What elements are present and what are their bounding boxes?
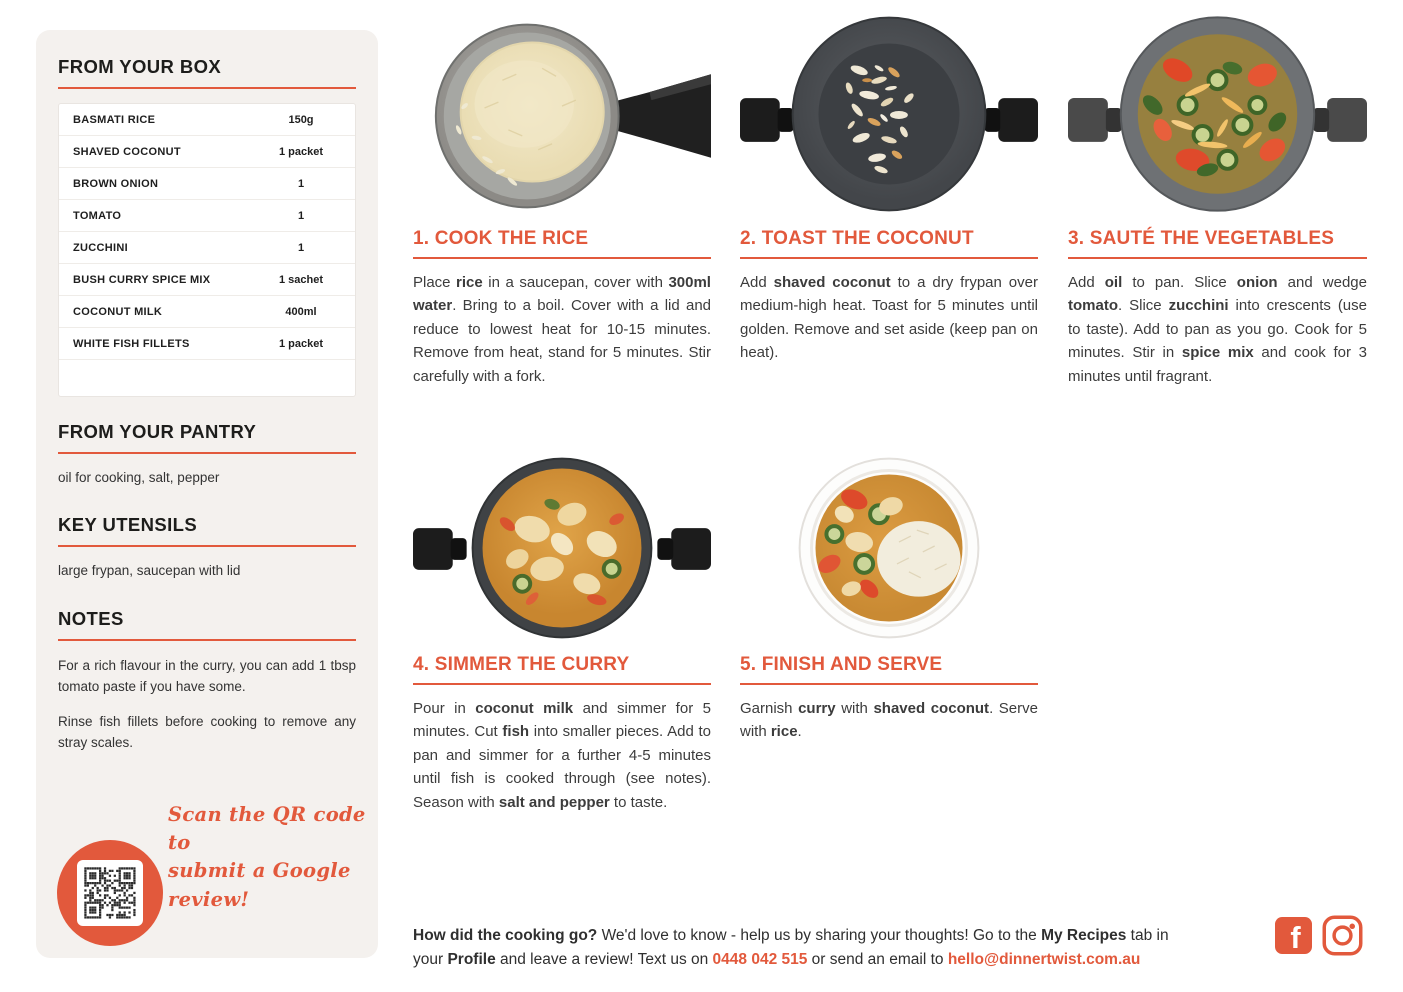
step-4-instructions: Pour in coconut milk and simmer for 5 minutes. Cut fish into smaller pieces. Add to pan and simmer for a further 4-5 minutes until fish is cooked through (see notes). Season with salt and pepper to taste.: [413, 700, 711, 811]
notes-paragraph-1: For a rich flavour in the curry, you can add 1 tbsp tomato paste if you have some.: [58, 657, 356, 694]
box-table: [58, 103, 356, 397]
pantry-text: oil for cooking, salt, pepper: [58, 470, 220, 485]
ingredient-amount: 150g: [288, 113, 314, 126]
sidebar-panel: [36, 30, 378, 958]
vegetables-pan-illustration: [1068, 10, 1367, 218]
step-4-title: 4. SIMMER THE CURRY: [413, 654, 630, 675]
step-4-photo-curry-in-pan: [413, 452, 711, 644]
table-row: [59, 168, 355, 200]
ingredient-amount: 1: [297, 177, 305, 190]
footer-feedback-text: How did the cooking go? We'd love to know - help us by sharing your thoughts! Go to the My Recipes tab in your Profile and leave a review! Text us on 0448 042 515 or send an email to hello@dinnertwist.com.au: [413, 926, 1169, 968]
ingredient-name: COCONUT MILK: [73, 305, 163, 318]
step-4-underline: [413, 683, 711, 685]
social-icons: [1275, 915, 1363, 956]
step-5-title: 5. FINISH AND SERVE: [740, 654, 943, 675]
table-row: [59, 200, 355, 232]
table-row: [59, 296, 355, 328]
step-2-underline: [740, 257, 1038, 259]
step-5-instructions: Garnish curry with shaved coconut. Serve with rice.: [740, 700, 1038, 741]
table-row: [59, 104, 355, 136]
coconut-frypan-illustration: [740, 10, 1038, 218]
svg-text:f: f: [1290, 919, 1301, 954]
ingredient-amount: 1: [297, 209, 305, 222]
review-line-2: submit a Google review!: [168, 859, 351, 911]
step-3-title: 3. SAUTÉ THE VEGETABLES: [1068, 228, 1335, 249]
step-3-saute-the-vegetables: [1068, 10, 1367, 388]
ingredient-name: BUSH CURRY SPICE MIX: [73, 273, 211, 286]
ingredient-name: ZUCCHINI: [73, 241, 128, 254]
rice-saucepan-illustration: [413, 10, 711, 218]
step-1-title: 1. COOK THE RICE: [413, 228, 589, 249]
step-1-cook-the-rice: [413, 10, 711, 388]
qr-card: [77, 860, 143, 926]
ingredient-amount: 1 packet: [278, 337, 324, 350]
qr-badge: [57, 840, 163, 946]
ingredient-amount: 1 packet: [278, 145, 324, 158]
table-row-empty: [59, 360, 355, 396]
notes-paragraph-2: Rinse fish fillets before cooking to remove any stray scales.: [58, 714, 356, 751]
review-line-1: Scan the QR code to: [168, 802, 366, 855]
review-prompt: [168, 801, 378, 914]
from-your-pantry-title: FROM YOUR PANTRY: [58, 421, 356, 454]
table-row: [59, 136, 355, 168]
utensils-text: large frypan, saucepan with lid: [58, 563, 241, 579]
ingredient-name: WHITE FISH FILLETS: [73, 337, 190, 350]
table-row: [59, 264, 355, 296]
step-3-instructions: Add oil to pan. Slice onion and wedge tomato. Slice zucchini into crescents (use to taste). Add to pan as you go. Cook for 5 minutes. Stir in spice mix and cook for 3 minutes until fragrant.: [1068, 274, 1367, 385]
ingredient-name: SHAVED COCONUT: [73, 145, 181, 158]
step-3-photo-vegetables-in-pan: [1068, 10, 1367, 218]
step-1-instructions: Place rice in a saucepan, cover with 300ml water. Bring to a boil. Cover with a lid and reduce to lowest heat for 10-15 minutes. Remove from heat, stand for 5 minutes. Stir carefully with a fork.: [413, 274, 711, 385]
curry-bowl-illustration: [740, 452, 1038, 644]
step-2-instructions: Add shaved coconut to a dry frypan over medium-high heat. Toast for 5 minutes until golden. Remove and set aside (keep pan on heat).: [740, 274, 1038, 362]
facebook-icon[interactable]: [1275, 917, 1312, 954]
ingredient-amount: 1: [297, 241, 305, 254]
table-row: [59, 328, 355, 360]
step-4-simmer-the-curry: [413, 452, 711, 814]
ingredient-amount: 1 sachet: [278, 273, 324, 286]
step-1-underline: [413, 257, 711, 259]
step-2-photo-coconut-in-frypan: [740, 10, 1038, 218]
table-row: [59, 232, 355, 264]
curry-pan-illustration: [413, 452, 711, 644]
ingredient-amount: 400ml: [285, 305, 317, 318]
step-5-underline: [740, 683, 1038, 685]
key-utensils-title: KEY UTENSILS: [58, 514, 356, 547]
step-5-finish-and-serve: [740, 452, 1038, 744]
step-1-photo-rice-in-saucepan: [413, 10, 711, 218]
step-3-underline: [1068, 257, 1367, 259]
ingredient-name: TOMATO: [73, 209, 122, 222]
qr-code-icon: [82, 865, 138, 921]
notes-title: NOTES: [58, 608, 356, 641]
instagram-icon[interactable]: [1322, 915, 1363, 956]
ingredient-name: BROWN ONION: [73, 177, 159, 190]
from-your-box-title: FROM YOUR BOX: [58, 56, 356, 89]
ingredient-name: BASMATI RICE: [73, 113, 156, 126]
step-5-photo-curry-bowl: [740, 452, 1038, 644]
step-2-toast-the-coconut: [740, 10, 1038, 365]
step-2-title: 2. TOAST THE COCONUT: [740, 228, 974, 249]
